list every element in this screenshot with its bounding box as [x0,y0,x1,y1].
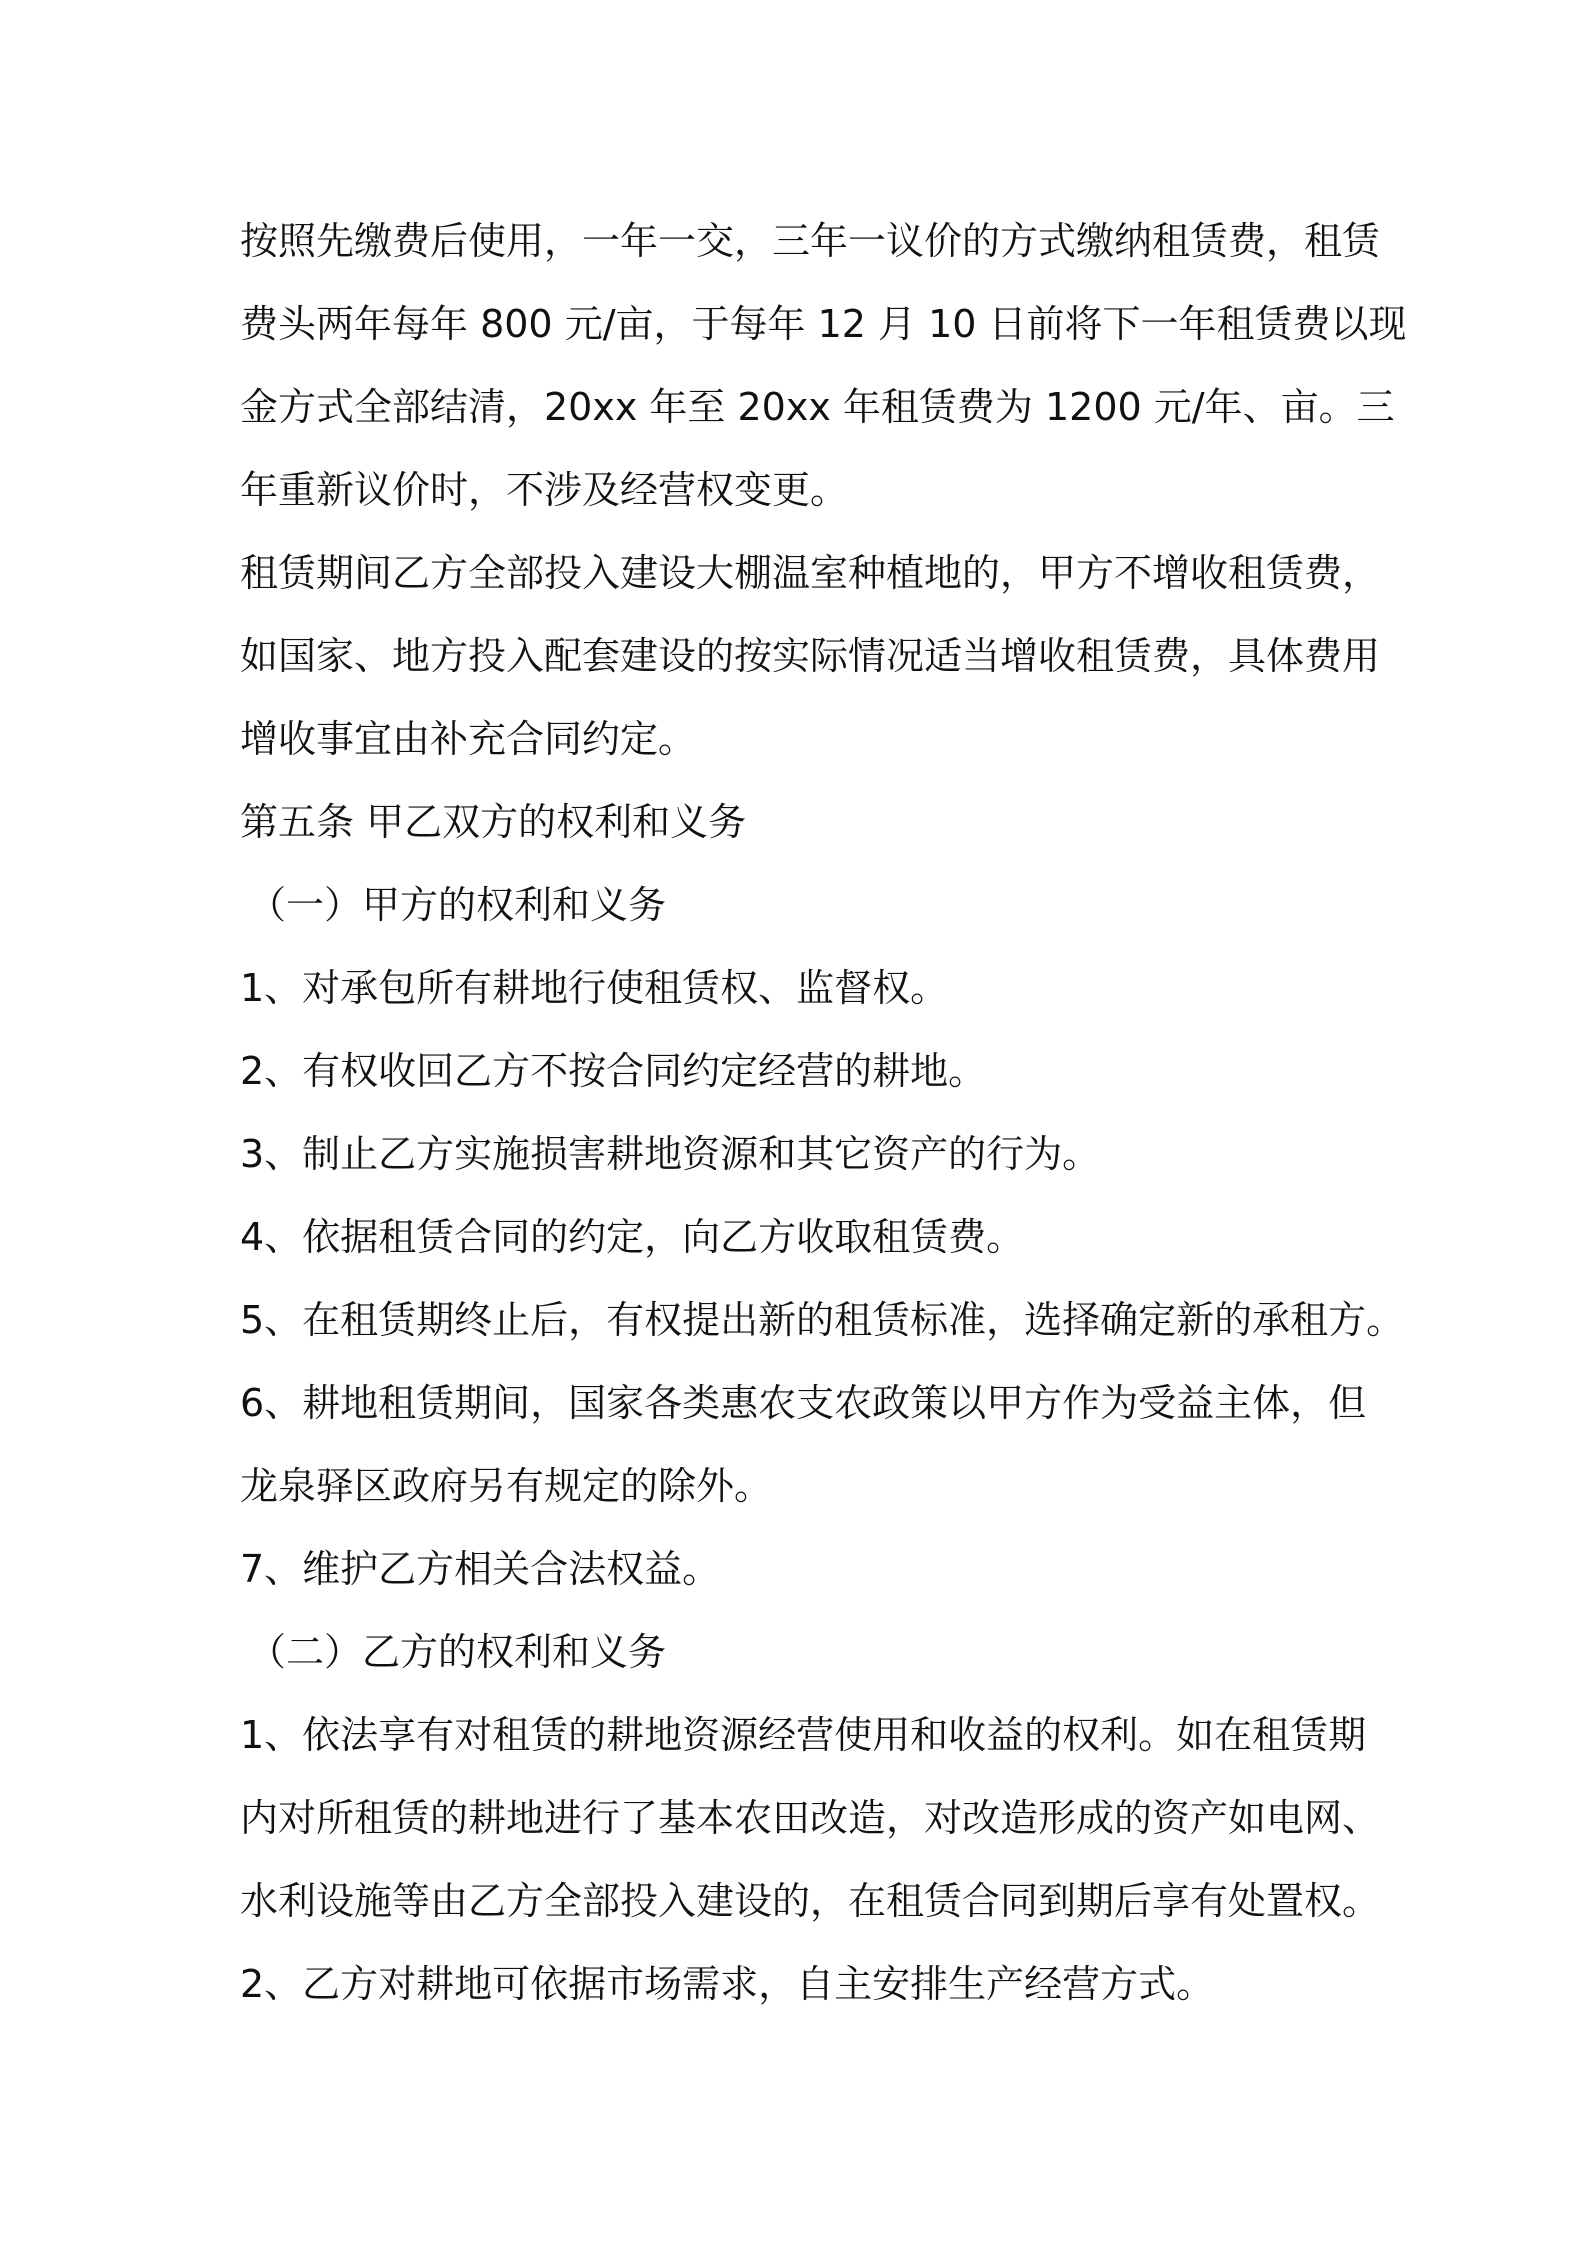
subsection-heading-party-a [240,864,1370,947]
text-line: 如国家、地方投入配套建设的按实际情况适当增收租赁费，具体费用 [240,634,1381,678]
list-item [240,1528,1370,1611]
list-item [240,1196,1370,1279]
text-line: 1、对承包所有耕地行使租赁权、监督权。 [240,966,949,1010]
text-line: 2、乙方对耕地可依据市场需求，自主安排生产经营方式。 [240,1962,1215,2006]
text-line: 水利设施等由乙方全部投入建设的，在租赁合同到期后享有处置权。 [240,1879,1381,1923]
document-body [240,200,1407,2026]
text-line: 费头两年每年 800 元/亩，于每年 12 月 10 日前将下一年租赁费以现 [240,302,1407,346]
list-item [240,1943,1370,2026]
text-line: 内对所租赁的耕地进行了基本农田改造，对改造形成的资产如电网、 [240,1796,1381,1840]
text-line: 年重新议价时，不涉及经营权变更。 [240,468,849,512]
text-line: 6、耕地租赁期间，国家各类惠农支农政策以甲方作为受益主体，但 [240,1381,1367,1425]
subsection-title: （二）乙方的权利和义务 [248,1630,667,1674]
text-line: 龙泉驿区政府另有规定的除外。 [240,1464,773,1508]
list-item [240,1279,1405,1362]
list-item [240,1113,1370,1196]
paragraph-rent-payment [240,200,1407,532]
article-heading [240,781,1370,864]
paragraph-greenhouse [240,532,1381,781]
text-line: 5、在租赁期终止后，有权提出新的租赁标准，选择确定新的承租方。 [240,1298,1405,1342]
text-line: 7、维护乙方相关合法权益。 [240,1547,721,1591]
text-line: 增收事宜由补充合同约定。 [240,717,697,761]
list-item [240,947,1370,1030]
text-line: 3、制止乙方实施损害耕地资源和其它资产的行为。 [240,1132,1101,1176]
text-line: 租赁期间乙方全部投入建设大棚温室种植地的，甲方不增收租赁费， [240,551,1381,595]
list-item [240,1694,1381,1943]
list-item [240,1030,1370,1113]
subsection-title: （一）甲方的权利和义务 [248,883,667,927]
section-title: 第五条 甲乙双方的权利和义务 [240,800,747,844]
text-line: 1、依法享有对租赁的耕地资源经营使用和收益的权利。如在租赁期 [240,1713,1367,1757]
list-item [240,1362,1370,1528]
text-line: 按照先缴费后使用，一年一交，三年一议价的方式缴纳租赁费，租赁 [240,219,1381,263]
text-line: 2、有权收回乙方不按合同约定经营的耕地。 [240,1049,987,1093]
text-line: 金方式全部结清，20xx 年至 20xx 年租赁费为 1200 元/年、亩。三 [240,385,1395,429]
subsection-heading-party-b [240,1611,1370,1694]
text-line: 4、依据租赁合同的约定，向乙方收取租赁费。 [240,1215,1025,1259]
